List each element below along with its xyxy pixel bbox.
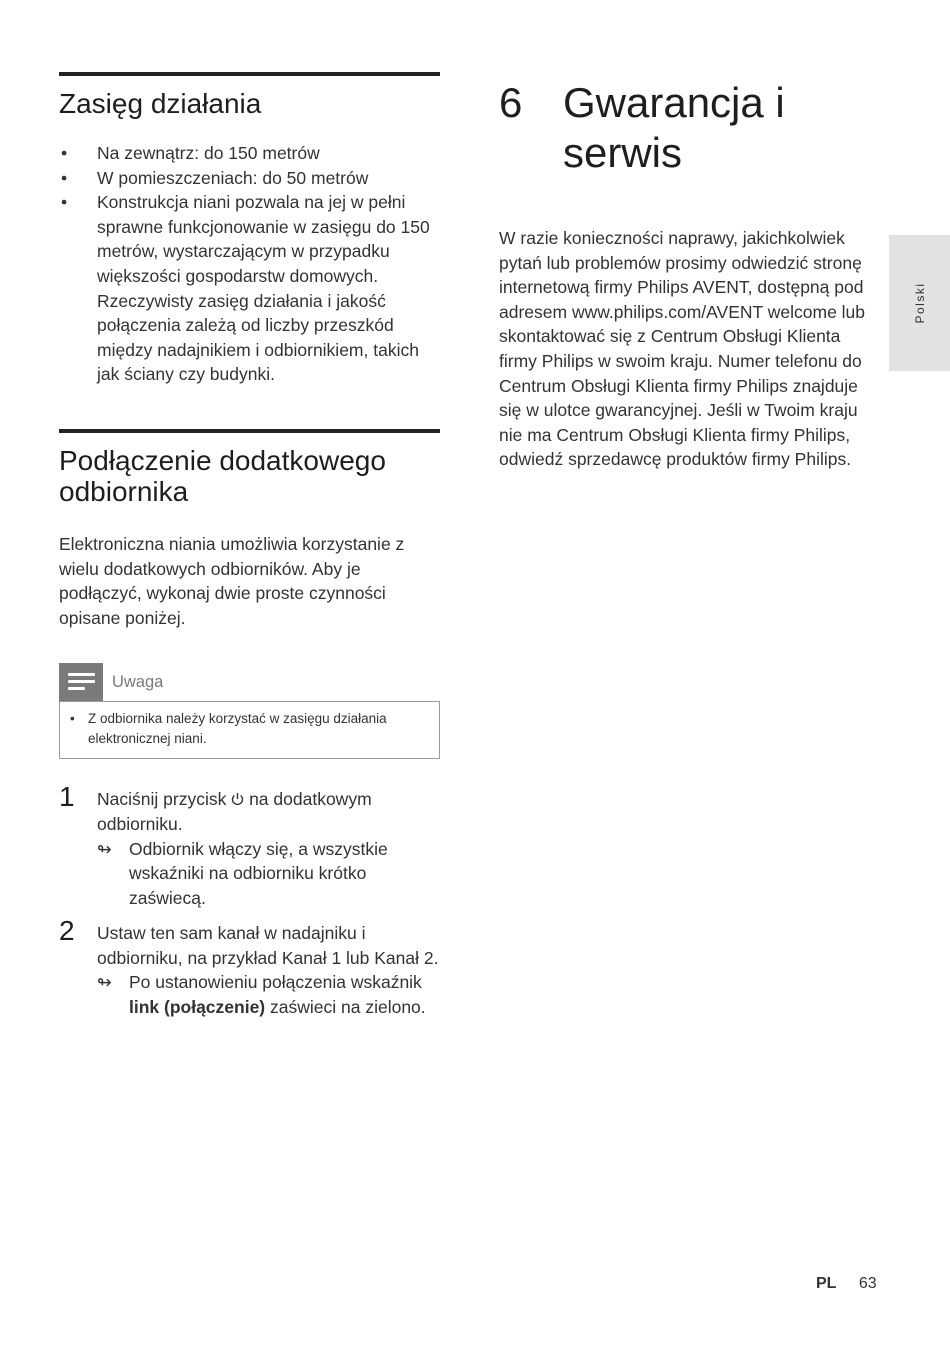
section-title-range: Zasięg działania [59, 88, 262, 119]
page-number: 63 [858, 1275, 877, 1292]
chapter-heading [499, 78, 883, 178]
step-number: 2 [59, 915, 75, 947]
range-section [59, 72, 440, 387]
note-icon [59, 663, 103, 701]
intro-paragraph: Elektroniczna niania umożliwia korzystanie z wielu dodatkowych odbiorników. Aby je podłączyć, wykonaj dwie proste czynności opisane poniżej. [59, 533, 405, 628]
step-2: 2 Ustaw ten sam kanał w nadajniku i odbiorniku, na przykład Kanał 1 lub Kanał 2. ↬ Po ustanowieniu połączenia wskaźnik link (połączenie) zaświeci na zielono. [59, 921, 440, 1019]
range-list [59, 141, 440, 387]
note-title: Uwaga [112, 672, 164, 691]
step-1: 1 Naciśnij przycisk na dodatkowym odbiorniku. ↬ Odbiornik włączy się, a wszystkie wskaźniki na odbiorniku krótko zaświecą. [59, 787, 440, 910]
list-item: • Na zewnątrz: do 150 metrów [61, 143, 320, 163]
chapter-title: Gwarancja i serwis [563, 79, 785, 176]
language-side-tab: Polski [889, 235, 950, 371]
left-column [59, 72, 440, 1020]
additional-receiver-section [59, 429, 440, 1020]
note-text: Z odbiornika należy korzystać w zasięgu działania elektronicznej niani. [88, 711, 387, 747]
footer-language: PL [816, 1275, 837, 1292]
warranty-paragraph: W razie konieczności naprawy, jakichkolwiek pytań lub problemów prosimy odwiedzić stronę internetową firmy Philips AVENT, dostępną pod adresem www.philips.com/AVENT welcome lub skontaktować się z Centrum Obsługi Klienta firmy Philips w swoim kraju. Numer telefonu do Centrum Obsługi Klienta firmy Philips znajduje się w ulotce gwarancyjnej. Jeśli w Twoim kraju nie ma Centrum Obsługi Klienta firmy Philips, odwiedź sprzedawcę produktów firmy Philips. [499, 228, 866, 470]
right-column [499, 78, 883, 472]
result-arrow-icon: ↬ [97, 972, 112, 993]
step-result: ↬ Po ustanowieniu połączenia wskaźnik link (połączenie) zaświeci na zielono. [97, 972, 426, 1018]
power-icon [231, 792, 244, 806]
list-item: • W pomieszczeniach: do 50 metrów [61, 167, 369, 188]
page-footer [816, 1275, 877, 1293]
result-arrow-icon: ↬ [97, 838, 112, 859]
note-box: • Z odbiornika należy korzystać w zasięgu działania elektronicznej niani. [59, 701, 440, 759]
list-item: • Konstrukcja niani pozwala na jej w pełni sprawne funkcjonowanie w zasięgu do 150 metrów, wystarczającym w przypadku większości gospodarstw domowych. Rzeczywisty zasięg działania i jakość połączenia zależą od liczby przeszkód między nadajnikiem i odbiornikiem, takich jak ściany czy budynki. [61, 192, 430, 385]
step-number: 1 [59, 781, 75, 813]
step-result: ↬ Odbiornik włączy się, a wszystkie wskaźniki na odbiorniku krótko zaświecą. [97, 838, 388, 908]
section-title-additional-receiver: Podłączenie dodatkowego odbiornika [59, 444, 386, 507]
section-rule [59, 72, 440, 76]
section-rule [59, 429, 440, 433]
note-header [59, 663, 440, 701]
chapter-number: 6 [499, 79, 523, 126]
